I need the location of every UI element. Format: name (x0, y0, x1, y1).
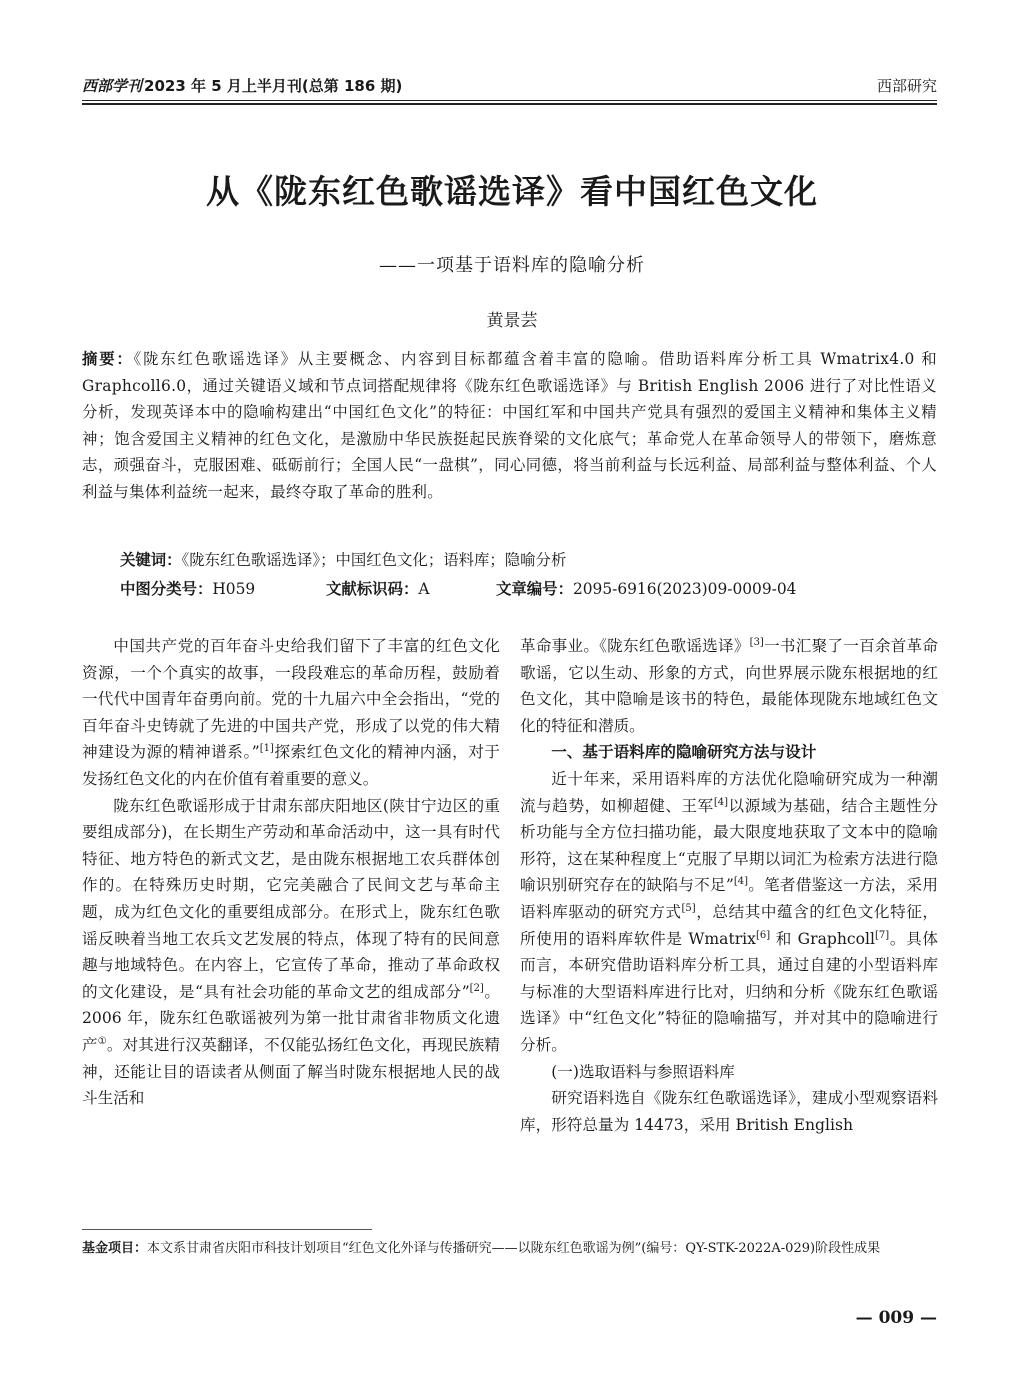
keywords-text: 《陇东红色歌谣选译》；中国红色文化；语料库；隐喻分析 (181, 551, 567, 569)
citation-ref: [5] (681, 902, 696, 914)
header-rule-thin (82, 100, 937, 101)
left-column (82, 633, 500, 1112)
citation-ref: [7] (875, 929, 890, 941)
abstract-label: 摘要： (82, 350, 134, 368)
doc-code-label: 文献标识码： (326, 580, 419, 598)
article-meta (120, 577, 796, 599)
subsection-heading: (一)选取语料与参照语料库 (551, 1062, 735, 1081)
body-paragraph: 革命事业。《陇东红色歌谣选译》[3]一书汇聚了一百余首革命歌谣，它以生动、形象的方式，向世界展示陇东根据地的红色文化，其中隐喻是该书的特色，最能体现陇东地域红色文化的特征和潜质。 (520, 636, 938, 735)
citation-ref: [4] (733, 876, 748, 888)
citation-ref: [6] (755, 929, 771, 941)
footnote-rule (82, 1229, 372, 1230)
citation-ref: [2] (469, 982, 484, 994)
abstract (82, 346, 937, 506)
article-subtitle: ——一项基于语料库的隐喻分析 (379, 255, 645, 276)
body-paragraph: 研究语料选自《陇东红色歌谣选译》，建成小型观察语料库，形符总量为 14473，采用 British English (520, 1089, 938, 1134)
citation-ref: [3] (749, 636, 764, 648)
page-number: — 009 — (855, 1308, 937, 1328)
citation-ref: [1] (259, 743, 274, 755)
journal-issue (82, 75, 402, 96)
fund-text: 本文系甘肃省庆阳市科技计划项目“红色文化外译与传播研究——以陇东红色歌谣为例”(编号：QY-STK-2022A-029)阶段性成果 (147, 1241, 881, 1256)
body-paragraph: 陇东红色歌谣形成于甘肃东部庆阳地区(陕甘宁边区的重要组成部分)，在长期生产劳动和革命活动中，这一具有时代特征、地方特色的新式文艺，是由陇东根据地工农兵群体创作的。在特殊历史时期，它完美融合了民间文艺与革命主题，成为红色文化的重要组成部分。在形式上，陇东红色歌谣反映着当地工农兵文艺发展的特点，体现了特有的民间意趣与地域特色。在内容上，它宣传了革命，推动了革命政权的文化建设，是“具有社会功能的革命文艺的组成部分”[2]。2006 年，陇东红色歌谣被列为第一批甘肃省非物质文化遗产①。对其进行汉英翻译，不仅能弘扬红色文化，再现民族精神，还能让目的语读者从侧面了解当时陇东根据地人民的战斗生活和 (82, 796, 500, 1108)
header-rule-thick (82, 103, 937, 105)
doc-code-value: A (418, 580, 430, 598)
article-no-label: 文章编号： (496, 580, 573, 598)
article-title: 从《陇东红色歌谣选译》看中国红色文化 (206, 172, 818, 211)
clc-value: H059 (212, 580, 256, 598)
author-name: 黄景芸 (486, 311, 538, 331)
running-header (82, 72, 937, 98)
fund-footnote (82, 1237, 937, 1261)
footnote-marker: ① (97, 1035, 107, 1047)
section-heading: 一、基于语料库的隐喻研究方法与设计 (551, 743, 817, 762)
citation-ref: [4] (713, 796, 728, 808)
right-column (520, 633, 938, 1138)
clc-label: 中图分类号： (120, 580, 213, 598)
journal-logo: 西部学刊 (82, 76, 143, 95)
keywords (120, 548, 566, 570)
article-no-value: 2095-6916(2023)09-0009-04 (572, 580, 797, 598)
abstract-text: 《陇东红色歌谣选译》从主要概念、内容到目标都蕴含着丰富的隐喻。借助语料库分析工具 Wmatrix4.0 和 Graphcoll6.0，通过关键语义域和节点词搭配规律将《陇东红色歌谣选译》与 British English 2006 进行了对比性语义分析，发现英译本中的隐喻构建出“中国红色文化”的特征：中国红军和中国共产党具有强烈的爱国主义精神和集体主义精神；饱含爱国主义精神的红色文化，是激励中华民族挺起民族脊梁的文化底气；革命党人在革命领导人的带领下，磨炼意志，顽强奋斗，克服困难、砥砺前行；全国人民“一盘棋”，同心同德，将当前利益与长远利益、局部利益与整体利益、个人利益与集体利益统一起来，最终夺取了革命的胜利。 (82, 350, 937, 501)
section-name: 西部研究 (876, 76, 937, 95)
body-paragraph: 中国共产党的百年奋斗史给我们留下了丰富的红色文化资源，一个个真实的故事，一段段难忘的革命历程，鼓励着一代代中国青年奋勇向前。党的十九届六中全会指出，“党的百年奋斗史铸就了先进的中国共产党，形成了以党的伟大精神建设为源的精神谱系。”[1]探索红色文化的精神内涵，对于发扬红色文化的内在价值有着重要的意义。 (82, 637, 500, 788)
fund-label: 基金项目： (82, 1241, 148, 1256)
issue-info: 2023 年 5 月上半月刊(总第 186 期) (144, 76, 403, 95)
body-paragraph: 近十年来，采用语料库的方法优化隐喻研究成为一种潮流与趋势，如柳超健、王军[4]以源域为基础，结合主题性分析功能与全方位扫描功能，最大限度地获取了文本中的隐喻形符，这在某种程度上“克服了早期以词汇为检索方法进行隐喻识别研究存在的缺陷与不足”[4]。笔者借鉴这一方法，采用语料库驱动的研究方式[5]，总结其中蕴含的红色文化特征，所使用的语料库软件是 Wmatrix[6] 和 Graphcoll[7]。具体而言，本研究借助语料库分析工具，通过自建的小型语料库与标准的大型语料库进行比对，归纳和分析《陇东红色歌谣选译》中“红色文化”特征的隐喻描写，并对其中的隐喻进行分析。 (520, 769, 938, 1054)
keywords-label: 关键词： (120, 551, 182, 569)
